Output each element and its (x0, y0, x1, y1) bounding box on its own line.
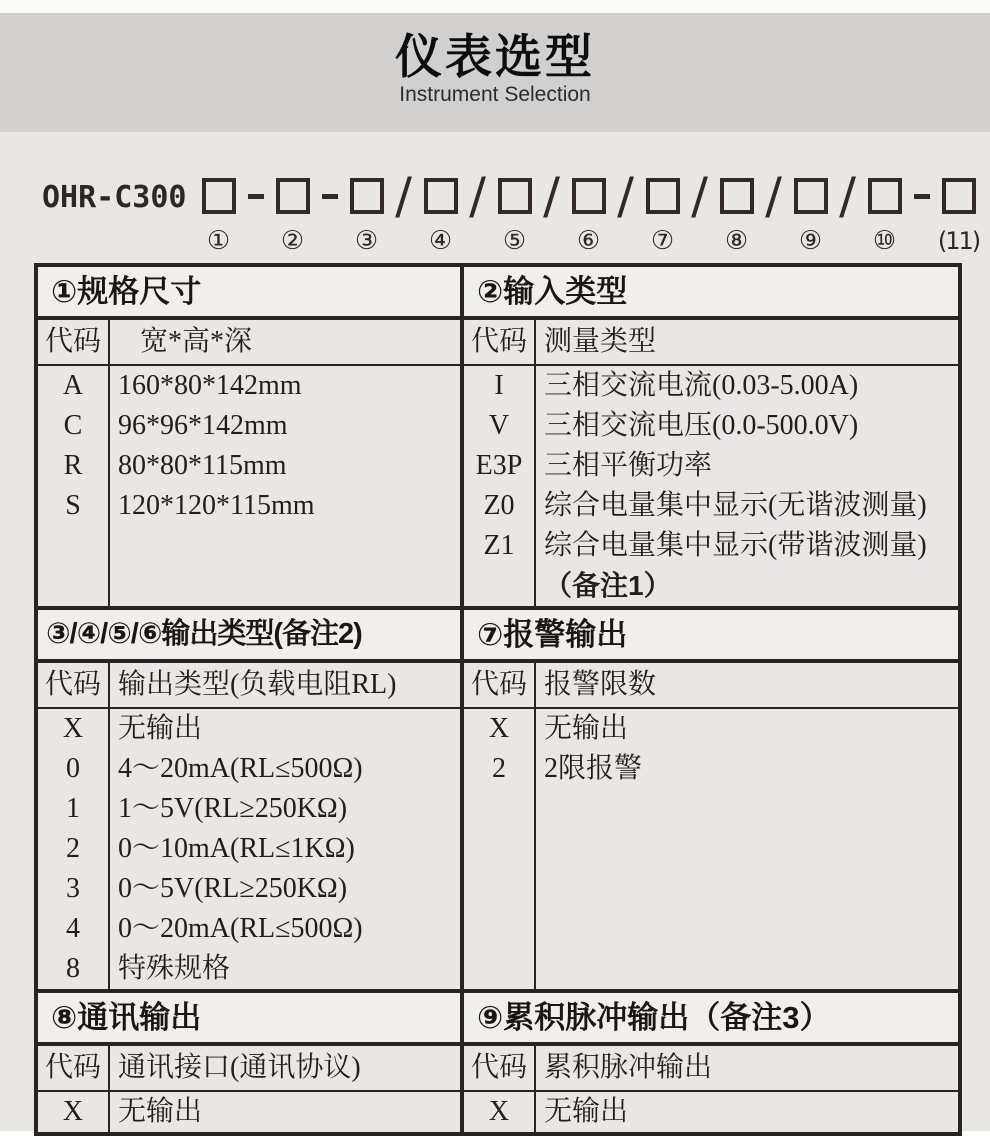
code-cell: 2 (492, 753, 506, 784)
code-cell: R (63, 450, 83, 481)
desc-cell: 三相平衡功率 (544, 450, 713, 481)
section-alarm-output (464, 610, 958, 989)
desc-cell: 0～20mA(RL≤500Ω) (118, 913, 363, 944)
code-column (464, 320, 536, 606)
section-comm-output (38, 993, 464, 1132)
code-cell: X (488, 713, 510, 744)
code-box (868, 178, 902, 214)
model-code-area (0, 132, 990, 255)
code-cell: X (62, 713, 84, 744)
column-header-desc: 通讯接口(通讯协议) (110, 1046, 460, 1092)
code-cell: S (65, 490, 81, 521)
code-box (424, 178, 458, 214)
desc-cell: 无输出 (544, 1096, 629, 1127)
slash-separator: / (691, 167, 708, 225)
desc-cell: 0～5V(RL≥250KΩ) (118, 873, 348, 904)
slash-separator: / (617, 167, 634, 225)
column-header-code: 代码 (38, 320, 108, 366)
selection-table (0, 255, 990, 1136)
code-column (464, 663, 536, 989)
band-1 (34, 263, 962, 610)
code-column (464, 1046, 536, 1132)
desc-cell: 160*80*142mm (118, 370, 302, 401)
desc-column (110, 1046, 460, 1132)
code-cell: 1 (66, 793, 80, 824)
desc-column (536, 663, 958, 989)
column-header-code: 代码 (464, 1046, 534, 1092)
desc-column (110, 663, 460, 989)
model-code-unit (271, 178, 315, 255)
desc-cell: 2限报警 (544, 753, 643, 784)
model-code-row (42, 167, 990, 256)
desc-cell: 特殊规格 (118, 953, 231, 984)
model-code-unit (863, 178, 907, 255)
position-number: (11) (937, 227, 980, 255)
desc-cell: 综合电量集中显示(带谐波测量) (544, 530, 927, 561)
model-code-unit (567, 178, 611, 255)
code-cell: X (62, 1096, 84, 1127)
code-column (38, 320, 110, 606)
page-title: 仪表选型 (395, 30, 595, 83)
code-box (572, 178, 606, 214)
code-cell: E3P (475, 450, 523, 481)
code-cell: V (488, 410, 510, 441)
code-box (350, 178, 384, 214)
position-number: ① (206, 226, 231, 256)
code-box (942, 178, 976, 214)
desc-cell: 80*80*115mm (118, 450, 287, 481)
slash-separator: / (765, 167, 782, 225)
desc-cell: 三相交流电压(0.0-500.0V) (544, 410, 859, 441)
desc-column (536, 320, 958, 606)
desc-cell: 无输出 (544, 713, 629, 744)
desc-cell: 4～20mA(RL≤500Ω) (118, 753, 363, 784)
section-title-input-type: ②输入类型 (464, 267, 958, 320)
position-number: ⑦ (650, 226, 675, 256)
desc-cell: 无输出 (118, 1096, 203, 1127)
code-column (38, 663, 110, 989)
column-header-desc: 输出类型(负载电阻RL) (110, 663, 460, 709)
slash-separator: / (839, 167, 856, 225)
code-cell: Z0 (483, 490, 515, 521)
column-header-code: 代码 (464, 663, 534, 709)
title-band (0, 13, 990, 132)
position-number: ③ (354, 226, 379, 256)
model-prefix: OHR-C300 (42, 180, 187, 215)
dash-separator (907, 178, 937, 214)
column-header-desc: 累积脉冲输出 (536, 1046, 958, 1092)
code-box (720, 178, 754, 214)
page-subtitle: Instrument Selection (399, 83, 591, 106)
code-cell: A (62, 370, 84, 401)
column-header-code: 代码 (38, 663, 108, 709)
desc-cell: 三相交流电流(0.03-5.00A) (544, 370, 859, 401)
model-code-unit (789, 178, 833, 255)
model-code-unit (345, 178, 389, 255)
desc-cell: 无输出 (118, 713, 203, 744)
model-code-unit (419, 178, 463, 255)
column-header-code: 代码 (464, 320, 534, 366)
band-2 (34, 606, 962, 993)
code-box (202, 178, 236, 214)
section-title-alarm-output: ⑦报警输出 (464, 610, 958, 663)
code-cell: Z1 (483, 530, 515, 561)
desc-cell: 综合电量集中显示(无谐波测量) (544, 490, 927, 521)
desc-column (536, 1046, 958, 1132)
code-box (498, 178, 532, 214)
band-3 (34, 989, 962, 1136)
position-number: ⑤ (502, 226, 527, 256)
section-spec-size (38, 267, 464, 606)
content (0, 132, 990, 1131)
model-code-unit (493, 178, 537, 255)
dash-separator (241, 178, 271, 214)
position-number: ④ (428, 226, 453, 256)
section-title-comm-output: ⑧通讯输出 (38, 993, 460, 1046)
code-cell: 3 (66, 873, 80, 904)
column-header-desc: 测量类型 (536, 320, 958, 366)
column-header-desc: 宽*高*深 (110, 320, 460, 366)
model-code-unit (641, 178, 685, 255)
code-cell: 4 (66, 913, 80, 944)
top-strip (0, 0, 990, 13)
position-number: ⑥ (576, 226, 601, 256)
code-box (646, 178, 680, 214)
section-title-output-type: ③/④/⑤/⑥输出类型(备注2) (38, 610, 460, 663)
code-cell: 2 (66, 833, 80, 864)
position-number: ⑩ (872, 226, 897, 256)
model-code-unit (937, 178, 981, 255)
desc-cell: 0～10mA(RL≤1KΩ) (118, 833, 355, 864)
slash-separator: / (469, 167, 486, 225)
code-cell: 8 (66, 953, 80, 984)
section-output-type (38, 610, 464, 989)
desc-cell: 120*120*115mm (118, 490, 315, 521)
column-header-desc: 报警限数 (536, 663, 958, 709)
code-cell: 0 (66, 753, 80, 784)
position-number: ② (280, 226, 305, 256)
section-pulse-output (464, 993, 958, 1132)
code-box (794, 178, 828, 214)
model-code-unit (197, 178, 241, 255)
position-number: ⑧ (724, 226, 749, 256)
dash-separator (315, 178, 345, 214)
column-header-code: 代码 (38, 1046, 108, 1092)
slash-separator: / (395, 167, 412, 225)
section-title-pulse-output: ⑨累积脉冲输出（备注3） (464, 993, 958, 1046)
desc-cell: （备注1） (544, 570, 672, 601)
code-cell: X (488, 1096, 510, 1127)
desc-column (110, 320, 460, 606)
code-column (38, 1046, 110, 1132)
code-cell: I (494, 370, 504, 401)
position-number: ⑨ (798, 226, 823, 256)
desc-cell: 96*96*142mm (118, 410, 288, 441)
model-code-unit (715, 178, 759, 255)
slash-separator: / (543, 167, 560, 225)
code-cell: C (63, 410, 83, 441)
code-cell (464, 566, 534, 606)
section-title-spec-size: ①规格尺寸 (38, 267, 460, 320)
section-input-type (464, 267, 958, 606)
code-box (276, 178, 310, 214)
desc-cell: 1～5V(RL≥250KΩ) (118, 793, 348, 824)
